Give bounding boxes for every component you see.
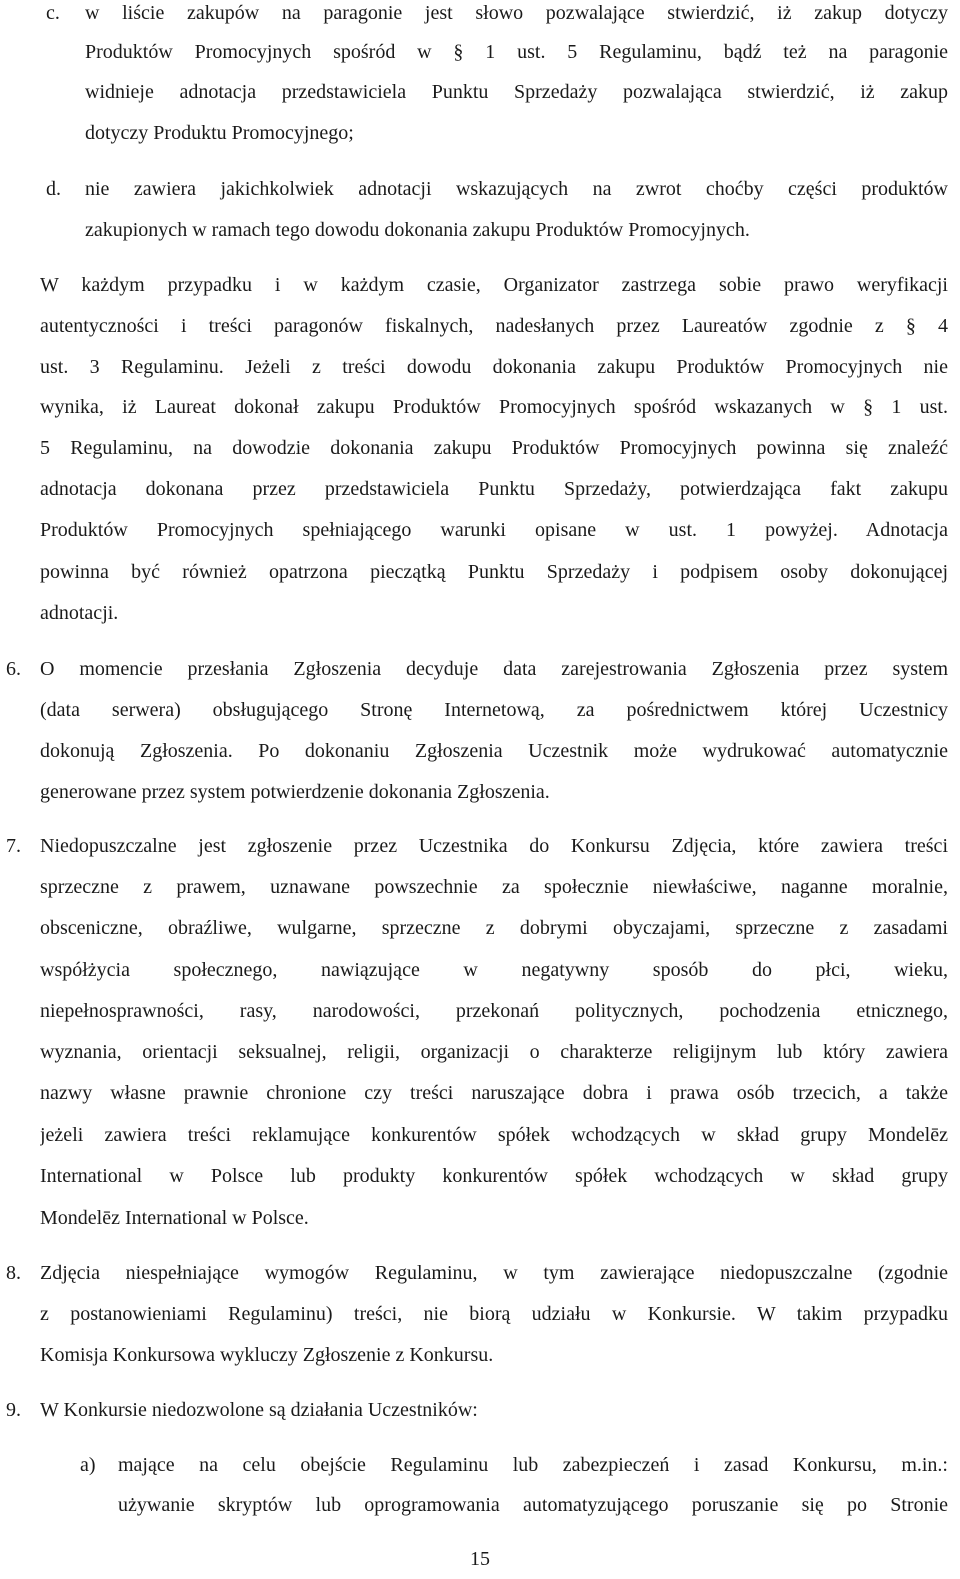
text-line: Mondelēz International w Polsce. bbox=[40, 1207, 309, 1229]
text-line: (data serwera) obsługującego Stronę Internetową, za pośrednictwem której Uczestnicy bbox=[40, 699, 948, 721]
text-line: autentyczności i treści paragonów fiskalnych, nadesłanych przez Laureatów zgodnie z § 4 bbox=[40, 315, 948, 337]
text-line: Komisja Konkursowa wykluczy Zgłoszenie z Konkursu. bbox=[40, 1344, 494, 1366]
text-line: generowane przez system potwierdzenie dokonania Zgłoszenia. bbox=[40, 781, 550, 803]
text-line: jeżeli zawiera treści reklamujące konkurentów spółek wchodzących w skład grupy Mondelēz bbox=[40, 1124, 948, 1146]
list-marker: 9. bbox=[6, 1399, 21, 1421]
text-line: niepełnosprawności, rasy, narodowości, przekonań politycznych, pochodzenia etnicznego, bbox=[40, 1000, 948, 1022]
text-line: 5 Regulaminu, na dowodzie dokonania zakupu Produktów Promocyjnych powinna się znaleźć bbox=[40, 437, 948, 459]
text-line: O momencie przesłania Zgłoszenia decyduje data zarejestrowania Zgłoszenia przez system bbox=[40, 658, 948, 680]
page-number: 15 bbox=[470, 1548, 490, 1570]
text-line: z postanowieniami Regulaminu) treści, nie biorą udziału w Konkursie. W takim przypadku bbox=[40, 1303, 948, 1325]
text-line: sprzeczne z prawem, uznawane powszechnie za społecznie niewłaściwe, naganne moralnie, bbox=[40, 876, 948, 898]
text-line: ust. 3 Regulaminu. Jeżeli z treści dowodu dokonania zakupu Produktów Promocyjnych nie bbox=[40, 356, 948, 378]
text-line: w liście zakupów na paragonie jest słowo pozwalające stwierdzić, iż zakup dotyczy bbox=[85, 2, 948, 24]
text-line: dotyczy Produktu Promocyjnego; bbox=[85, 122, 354, 144]
list-marker: 6. bbox=[6, 658, 21, 680]
text-line: wynika, iż Laureat dokonał zakupu Produktów Promocyjnych spośród wskazanych w § 1 ust. bbox=[40, 396, 948, 418]
text-line: nie zawiera jakichkolwiek adnotacji wskazujących na zwrot choćby części produktów bbox=[85, 178, 948, 200]
text-line: obsceniczne, obraźliwe, wulgarne, sprzeczne z dobrymi obyczajami, sprzeczne z zasadami bbox=[40, 917, 948, 939]
text-line: powinna być również opatrzona pieczątką Punktu Sprzedaży i podpisem osoby dokonującej bbox=[40, 561, 948, 583]
text-line: Zdjęcia niespełniające wymogów Regulaminu, w tym zawierające niedopuszczalne (zgodnie bbox=[40, 1262, 948, 1284]
text-line: Niedopuszczalne jest zgłoszenie przez Uczestnika do Konkursu Zdjęcia, które zawiera treści bbox=[40, 835, 948, 857]
text-line: nazwy własne prawnie chronione czy treści naruszające dobra i prawa osób trzecich, a także bbox=[40, 1082, 948, 1104]
text-line: dokonują Zgłoszenia. Po dokonaniu Zgłoszenia Uczestnik może wydrukować automatycznie bbox=[40, 740, 948, 762]
list-marker: d. bbox=[46, 178, 61, 200]
text-line: W Konkursie niedozwolone są działania Uczestników: bbox=[40, 1399, 478, 1421]
text-line: adnotacji. bbox=[40, 602, 119, 624]
text-line: Produktów Promocyjnych spośród w § 1 ust. 5 Regulaminu, bądź też na paragonie bbox=[85, 41, 948, 63]
list-marker: 7. bbox=[6, 835, 21, 857]
text-line: International w Polsce lub produkty konkurentów spółek wchodzących w skład grupy bbox=[40, 1165, 948, 1187]
text-line: widnieje adnotacja przedstawiciela Punktu Sprzedaży pozwalająca stwierdzić, iż zakup bbox=[85, 81, 948, 103]
text-line: W każdym przypadku i w każdym czasie, Organizator zastrzega sobie prawo weryfikacji bbox=[40, 274, 948, 296]
list-marker: a) bbox=[80, 1454, 96, 1476]
text-line: zakupionych w ramach tego dowodu dokonania zakupu Produktów Promocyjnych. bbox=[85, 219, 750, 241]
list-marker: c. bbox=[46, 2, 60, 24]
text-line: współżycia społecznego, nawiązujące w negatywny sposób do płci, wieku, bbox=[40, 959, 948, 981]
text-line: mające na celu obejście Regulaminu lub zabezpieczeń i zasad Konkursu, m.in.: bbox=[118, 1454, 948, 1476]
list-marker: 8. bbox=[6, 1262, 21, 1284]
text-line: używanie skryptów lub oprogramowania automatyzującego poruszanie się po Stronie bbox=[118, 1494, 948, 1516]
text-line: Produktów Promocyjnych spełniającego warunki opisane w ust. 1 powyżej. Adnotacja bbox=[40, 519, 948, 541]
text-line: wyznania, orientacji seksualnej, religii, organizacji o charakterze religijnym lub który zawiera bbox=[40, 1041, 948, 1063]
text-line: adnotacja dokonana przez przedstawiciela Punktu Sprzedaży, potwierdzająca fakt zakupu bbox=[40, 478, 948, 500]
